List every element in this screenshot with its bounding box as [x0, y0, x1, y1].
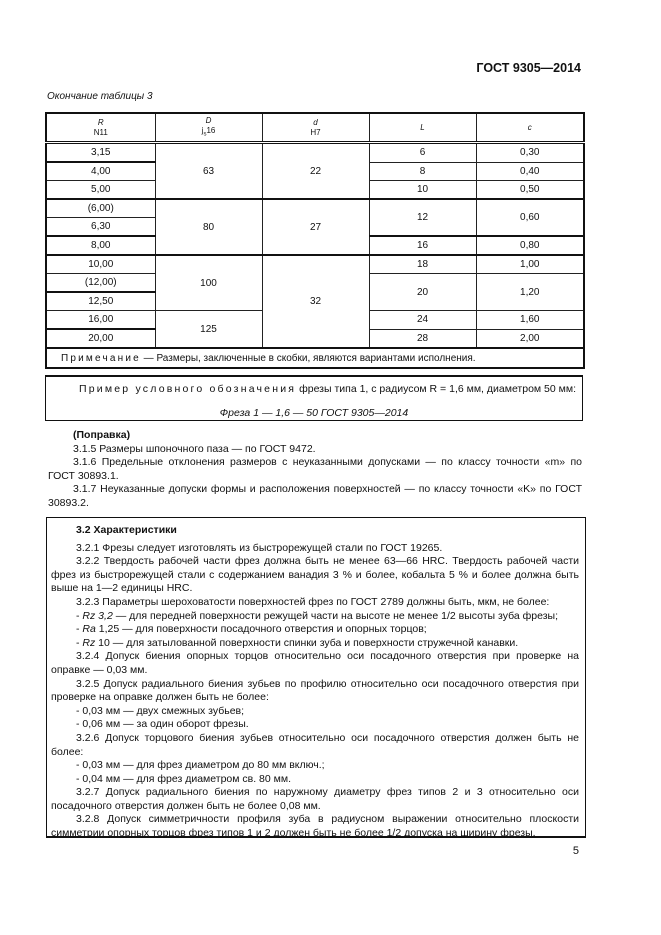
list-item: - 0,03 мм — двух смежных зубьев; — [76, 704, 245, 717]
clause-3-2-4: 3.2.4 Допуск биения опорных торцов относительно оси посадочного отверстия при проверке на оправке — 0,03 мм. — [51, 650, 579, 676]
table-row — [46, 199, 584, 218]
cell-d: 27 — [262, 199, 369, 255]
cell-c: 0,80 — [476, 236, 584, 255]
cell-D: 63 — [155, 143, 262, 200]
table-caption: Окончание таблицы 3 — [47, 91, 153, 102]
cell-R: 20,00 — [46, 329, 155, 348]
clause-3-2-6: 3.2.6 Допуск торцового биения зубьев относительно оси посадочного отверстия должен быть не более: — [51, 731, 579, 758]
cell-R: (6,00) — [46, 199, 155, 218]
table-note: Примечание — Размеры, заключенные в скобки, являются вариантами исполнения. — [46, 348, 584, 368]
header-d: d H7 — [262, 113, 369, 143]
cell-c: 1,20 — [476, 274, 584, 311]
cell-d: 22 — [262, 143, 369, 200]
clause-3-2-1: 3.2.1 Фрезы следует изготовлять из быстрорежущей стали по ГОСТ 19265. — [76, 541, 443, 554]
cell-c: 0,60 — [476, 199, 584, 236]
section-3-2-box — [46, 517, 586, 838]
cell-R: 16,00 — [46, 311, 155, 330]
cell-L: 10 — [369, 181, 476, 200]
cell-c: 2,00 — [476, 329, 584, 348]
roughness-item: - Rz 3,2 — для передней поверхности режущей части на высоте не менее 1/2 высоты зуба фрезы; — [76, 609, 558, 622]
section-3-1-continuation — [48, 429, 582, 511]
cell-R: 8,00 — [46, 236, 155, 255]
standard-header: ГОСТ 9305—2014 — [476, 61, 581, 75]
cell-R: 5,00 — [46, 181, 155, 200]
list-item: - 0,06 мм — за один оборот фрезы. — [76, 718, 249, 731]
cell-c: 0,40 — [476, 162, 584, 181]
cell-L: 8 — [369, 162, 476, 181]
table-row — [46, 255, 584, 274]
cell-R: 10,00 — [46, 255, 155, 274]
table-header-row — [46, 113, 584, 143]
list-item: - 0,03 мм — для фрез диаметром до 80 мм включ.; — [76, 759, 325, 772]
cell-c: 0,30 — [476, 143, 584, 163]
dimensions-table — [45, 112, 585, 369]
cell-R: 12,50 — [46, 292, 155, 311]
cell-L: 24 — [369, 311, 476, 330]
clause-3-2-3: 3.2.3 Параметры шероховатости поверхностей фрез по ГОСТ 2789 должны быть, мкм, не более: — [76, 595, 550, 608]
clause-3-1-6: 3.1.6 Предельные отклонения размеров с неуказанными допусками — по классу точности «m» по ГОСТ 30893.1. — [48, 456, 582, 482]
cell-c: 0,50 — [476, 181, 584, 200]
example-text: Пример условного обозначения фрезы типа 1, с радиусом R = 1,6 мм, диаметром 50 мм: — [79, 383, 577, 395]
header-c: c — [476, 113, 584, 143]
header-R: R N11 — [46, 113, 155, 143]
cell-c: 1,00 — [476, 255, 584, 274]
roughness-item: - Rz 10 — для затылованной поверхности спинки зуба и поверхности стружечной канавки. — [76, 636, 519, 649]
cell-R: (12,00) — [46, 274, 155, 293]
cell-R: 3,15 — [46, 143, 155, 163]
section-3-2-title: 3.2 Характеристики — [76, 524, 177, 536]
cell-D: 125 — [155, 311, 262, 349]
header-D: D $j_s16$ — [155, 113, 262, 143]
list-item: - 0,04 мм — для фрез диаметром св. 80 мм. — [76, 772, 291, 785]
cell-D: 80 — [155, 199, 262, 255]
roughness-item: - Ra 1,25 — для поверхности посадочного отверстия и опорных торцов; — [76, 623, 427, 636]
cell-L: 18 — [369, 255, 476, 274]
cell-R: 6,30 — [46, 218, 155, 237]
cell-c: 1,60 — [476, 311, 584, 330]
cell-L: 6 — [369, 143, 476, 163]
table-row — [46, 143, 584, 163]
amendment-label: (Поправка) — [73, 429, 131, 441]
page-number: 5 — [572, 845, 579, 857]
example-designation: Фреза 1 — 1,6 — 50 ГОСТ 9305—2014 — [219, 407, 409, 419]
designation-example-box — [45, 375, 583, 421]
clause-3-1-5: 3.1.5 Размеры шпоночного паза — по ГОСТ 9472. — [73, 442, 316, 455]
cell-R: 4,00 — [46, 162, 155, 181]
clause-3-1-7: 3.1.7 Неуказанные допуски формы и расположения поверхностей — по классу точности «K» по ГОСТ 30893.2. — [48, 483, 582, 509]
clause-3-2-7: 3.2.7 Допуск радиального биения по наружному диаметру фрез типов 2 и 3 относительно оси посадочного отверстия должен быть не более 0,08 мм. — [51, 786, 579, 812]
cell-d: 32 — [262, 255, 369, 348]
clause-3-2-2: 3.2.2 Твердость рабочей части фрез должна быть не менее 63—66 HRC. Твердость рабочей части фрез из быстрорежущей стали с содержанием ванадия 3 % и более, кобальта 5 % и более должна быть выше на 1—2 единицы HRC. — [51, 555, 579, 595]
cell-L: 28 — [369, 329, 476, 348]
clause-3-2-8: 3.2.8 Допуск симметричности профиля зуба в радиусном выражении относительно плоскости симметрии опорных торцов фрез типов 1 и 2 должен быть не более 1/2 допуска на ширину фрезы. — [51, 813, 579, 840]
header-L: L — [369, 113, 476, 143]
clause-3-2-5: 3.2.5 Допуск радиального биения зубьев по профилю относительно оси посадочного отверстия при проверке на оправке должен быть не более: — [51, 677, 579, 704]
cell-L: 20 — [369, 274, 476, 311]
table-note-row — [46, 348, 584, 368]
cell-L: 12 — [369, 199, 476, 236]
cell-D: 100 — [155, 255, 262, 311]
cell-L: 16 — [369, 236, 476, 255]
